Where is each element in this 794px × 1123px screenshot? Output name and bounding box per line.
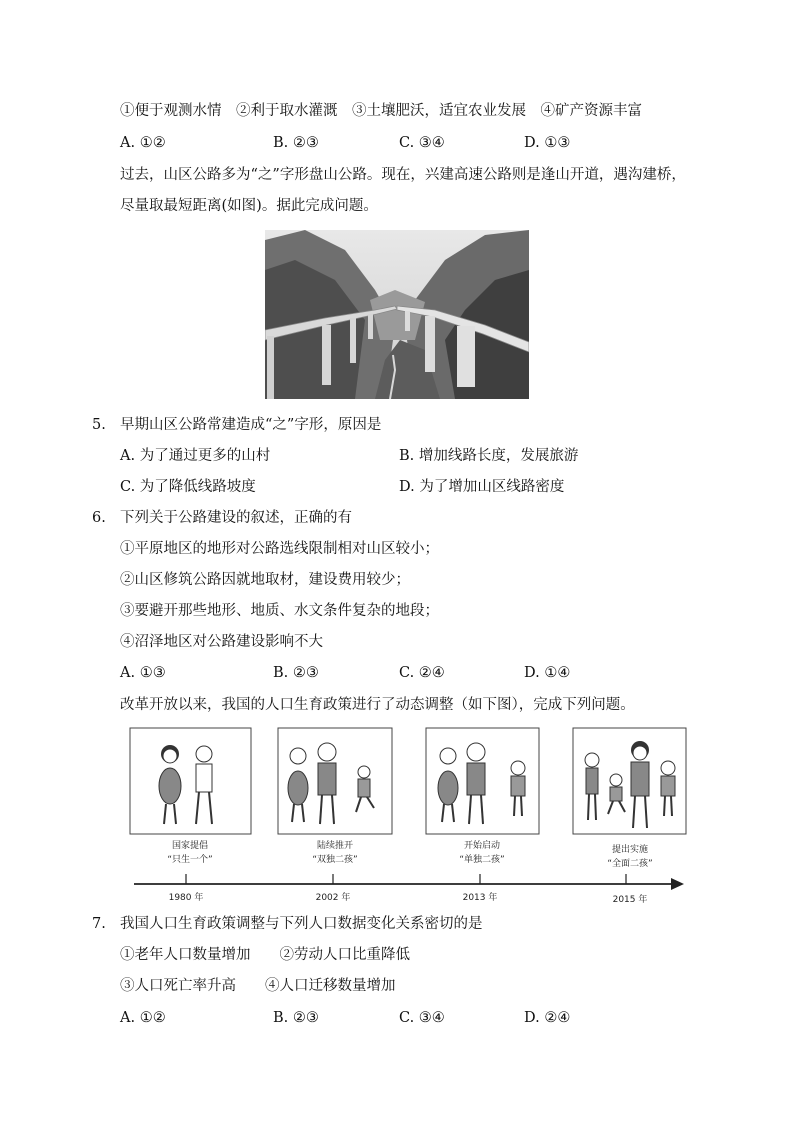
- question-5-stem: 早期山区公路常建造成“之”字形，原因是: [120, 417, 382, 433]
- q6-statement-3: ③要避开那些地形、地质、水文条件复杂的地段；: [120, 603, 439, 619]
- q7-statement-2: ③人口死亡率升高 ④人口迁移数量增加: [120, 978, 396, 994]
- q7-option-d: D. ②④: [524, 1010, 571, 1026]
- panel-1980: [130, 728, 251, 834]
- question-6-stem: 下列关于公路建设的叙述，正确的有: [120, 510, 352, 526]
- q7-option-b: B. ②③: [273, 1010, 319, 1026]
- q5-option-c: C. 为了降低线路坡度: [120, 479, 256, 495]
- q7-statement-1: ①老年人口数量增加 ②劳动人口比重降低: [120, 947, 410, 963]
- question-7-stem: 我国人口生育政策调整与下列人口数据变化关系密切的是: [120, 916, 483, 932]
- intro-line-1: 过去，山区公路多为“之”字形盘山公路。现在，兴建高速公路则是逢山开道，遇沟建桥，: [120, 167, 686, 183]
- q6-statement-1: ①平原地区的地形对公路选线限制相对山区较小；: [120, 541, 439, 557]
- caption-2013-line2: “单独二孩”: [459, 855, 505, 865]
- year-2013: 2013 年: [462, 893, 498, 903]
- q5-option-b: B. 增加线路长度，发展旅游: [399, 448, 579, 464]
- option-a: A. ①②: [120, 135, 166, 151]
- caption-2002-line1: 陆续推开: [316, 841, 354, 851]
- q7-option-c: C. ③④: [399, 1010, 445, 1026]
- q5-option-d: D. 为了增加山区线路密度: [399, 479, 565, 495]
- caption-1980-line1: 国家提倡: [171, 841, 209, 851]
- q6-option-c: C. ②④: [399, 665, 445, 681]
- year-1980: 1980 年: [168, 893, 204, 903]
- caption-2002-line2: “双独二孩”: [312, 855, 358, 865]
- population-policy-timeline: [128, 724, 688, 910]
- year-2015: 2015 年: [612, 895, 648, 905]
- intro-policy: 改革开放以来，我国的人口生育政策进行了动态调整（如下图），完成下列问题。: [120, 697, 635, 713]
- q5-option-a: A. 为了通过更多的山村: [120, 448, 271, 464]
- q6-statement-4: ④沼泽地区对公路建设影响不大: [120, 634, 323, 650]
- q6-option-a: A. ①③: [120, 665, 166, 681]
- option-d: D. ①③: [524, 135, 571, 151]
- question-5-number: 5.: [92, 417, 106, 433]
- q6-option-d: D. ①④: [524, 665, 571, 681]
- panel-2002: [278, 728, 392, 834]
- q6-statement-2: ②山区修筑公路因就地取材，建设费用较少；: [120, 572, 410, 588]
- option-c: C. ③④: [399, 135, 445, 151]
- caption-2013-line1: 开始启动: [463, 841, 501, 851]
- statements-line: ①便于观测水情 ②利于取水灌溉 ③土壤肥沃，适宜农业发展 ④矿产资源丰富: [120, 103, 642, 119]
- caption-2015-line1: 提出实施: [611, 845, 649, 855]
- highway-bridge-photo: [265, 230, 529, 399]
- caption-1980-line2: “只生一个”: [167, 855, 213, 865]
- panel-2015: [573, 728, 686, 834]
- question-7-number: 7.: [92, 916, 106, 932]
- year-2002: 2002 年: [315, 893, 351, 903]
- q7-option-a: A. ①②: [120, 1010, 166, 1026]
- timeline-arrow: [671, 878, 684, 890]
- question-6-number: 6.: [92, 510, 106, 526]
- q6-option-b: B. ②③: [273, 665, 319, 681]
- caption-2015-line2: “全面二孩”: [607, 859, 653, 869]
- option-b: B. ②③: [273, 135, 319, 151]
- intro-line-2: 尽量取最短距离(如图)。据此完成问题。: [120, 198, 378, 214]
- panel-2013: [426, 728, 539, 834]
